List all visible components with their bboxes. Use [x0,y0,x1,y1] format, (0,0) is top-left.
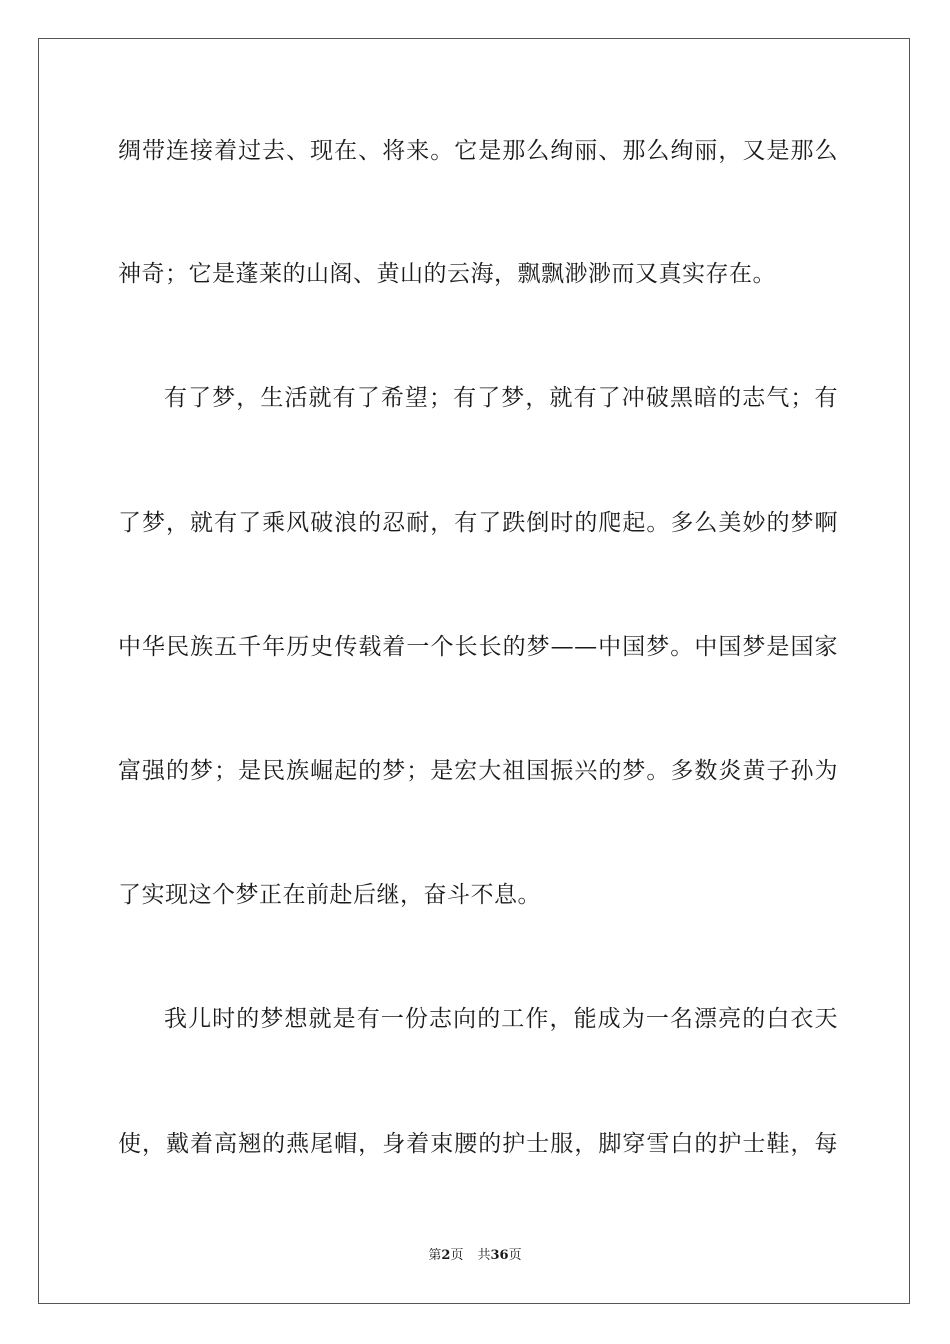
page-footer [0,1247,950,1265]
total-prefix: 共 [477,1248,491,1263]
text-line-3: 有了梦，生活就有了希望；有了梦，就有了冲破黑暗的志气；有 [164,385,838,411]
text-line-8: 我儿时的梦想就是有一份志向的工作，能成为一名漂亮的白衣天 [164,1006,838,1032]
total-pages: 36 [490,1248,509,1263]
text-line-5: 中华民族五千年历史传载着一个长长的梦——中国梦。中国梦是国家 [118,634,838,660]
text-line-1: 绸带连接着过去、现在、将来。它是那么绚丽、那么绚丽，又是那么 [118,138,838,164]
page-number: 2 [441,1248,451,1263]
page-prefix: 第 [428,1248,442,1263]
text-line-9: 使，戴着高翘的燕尾帽，身着束腰的护士服，脚穿雪白的护士鞋，每 [118,1131,838,1157]
page-suffix: 页 [450,1248,464,1263]
text-line-2: 神奇；它是蓬莱的山阁、黄山的云海，飘飘渺渺而又真实存在。 [118,261,776,287]
total-suffix: 页 [508,1248,522,1263]
text-line-6: 富强的梦；是民族崛起的梦；是宏大祖国振兴的梦。多数炎黄子孙为 [118,758,838,784]
text-line-4: 了梦，就有了乘风破浪的忍耐，有了跌倒时的爬起。多么美妙的梦啊 [118,510,838,536]
page-frame [38,38,910,1304]
text-line-7: 了实现这个梦正在前赴后继，奋斗不息。 [118,882,541,908]
